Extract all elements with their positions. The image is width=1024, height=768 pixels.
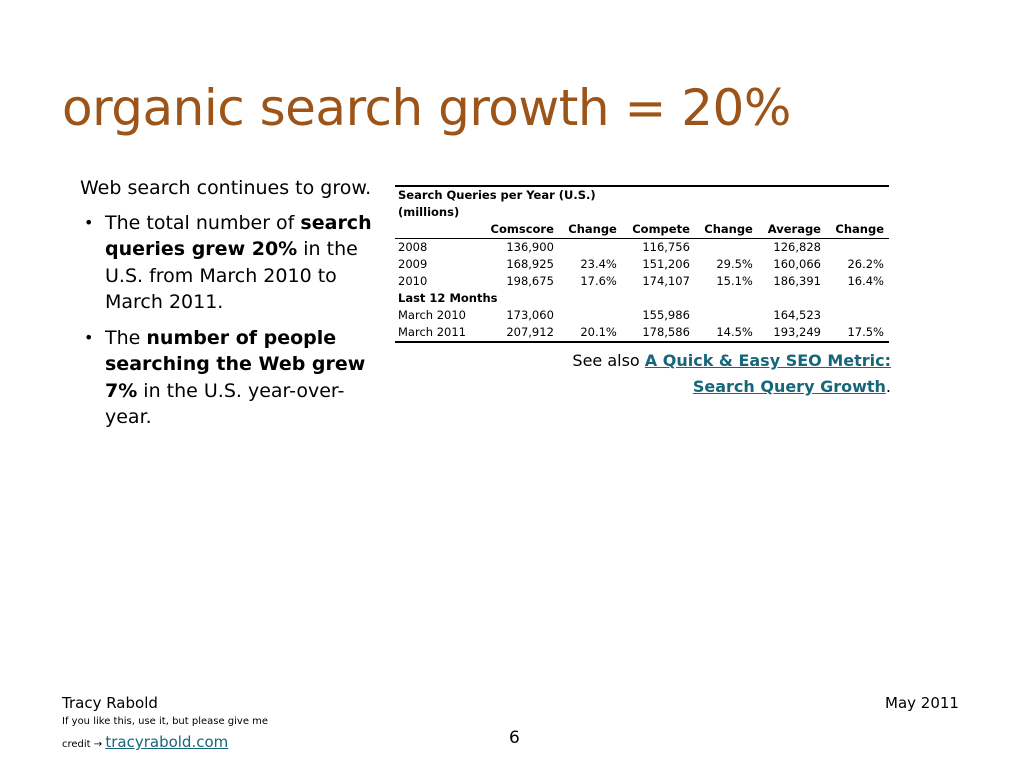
bullet-item (80, 325, 380, 431)
bullet-item (80, 210, 380, 316)
table-row (395, 324, 889, 342)
bullet-text-pre: The total number of (105, 211, 301, 234)
table-title-row (395, 186, 889, 204)
table-cell: 16.4% (847, 274, 884, 288)
footer-credit (62, 694, 268, 755)
table-cell (559, 239, 622, 257)
table-cell: 29.5% (716, 257, 753, 271)
table-cell: 207,912 (506, 325, 554, 339)
page-number: 6 (509, 728, 520, 748)
table-cell: 26.2% (847, 257, 884, 271)
table-cell: 14.5% (716, 325, 753, 339)
table-cell: 2008 (398, 240, 428, 254)
slide-title: organic search growth = 20% (62, 79, 791, 137)
body-text (80, 175, 380, 440)
table-cell: 136,900 (506, 240, 554, 254)
table-row (395, 273, 889, 290)
bullet-text-pre: The (105, 326, 147, 349)
seo-metric-link[interactable]: A Quick & Easy SEO Metric: Search Query Growth (644, 351, 891, 396)
table-cell: 17.5% (847, 325, 884, 339)
table-cell (695, 307, 758, 324)
table-cell: 198,675 (506, 274, 554, 288)
table-cell: 2009 (398, 257, 428, 271)
search-queries-table (395, 185, 889, 343)
see-also-suffix: . (885, 377, 891, 396)
bullet-icon: • (84, 327, 94, 347)
table-row (395, 239, 889, 257)
table-cell: 193,249 (773, 325, 821, 339)
table-cell: 174,107 (642, 274, 690, 288)
table-section-row (395, 290, 889, 307)
table-cell: 17.6% (580, 274, 617, 288)
credit-note-line2 (62, 732, 268, 755)
table-cell: 178,586 (642, 325, 690, 339)
table-cell: March 2011 (398, 325, 466, 339)
column-header: Change (695, 221, 758, 239)
table-title: Search Queries per Year (U.S.) (398, 188, 596, 202)
table-cell (826, 307, 889, 324)
bullet-text-bold: search queries grew 20% (105, 211, 372, 260)
column-header: Compete (622, 221, 695, 239)
table-cell: 160,066 (773, 257, 821, 271)
column-header: Average (758, 221, 826, 239)
table-cell: 23.4% (580, 257, 617, 271)
see-also-note (561, 348, 891, 400)
table-cell (559, 307, 622, 324)
bullet-text-post: in the U.S. from March 2010 to March 2011. (105, 238, 358, 313)
bullet-list (80, 210, 380, 431)
column-header: Change (559, 221, 622, 239)
table-cell: 164,523 (773, 308, 821, 322)
table-cell: 126,828 (773, 240, 821, 254)
credit-note-text: credit → (62, 739, 103, 750)
author-name: Tracy Rabold (62, 694, 158, 712)
slide-date: May 2011 (885, 694, 959, 712)
column-header: Change (826, 221, 889, 239)
table-cell: 116,756 (642, 240, 690, 254)
intro-text: Web search continues to grow. (80, 177, 372, 199)
table-subtitle: (millions) (398, 205, 460, 219)
bullet-text-bold: number of people searching the Web grew 7% (105, 326, 366, 402)
table-subtitle-row (395, 204, 889, 221)
tracyrabold-link[interactable]: tracyrabold.com (105, 733, 229, 751)
table-row (395, 307, 889, 324)
table-cell: March 2010 (398, 308, 466, 322)
table-cell: 20.1% (580, 325, 617, 339)
column-header (395, 221, 480, 239)
table-cell (695, 239, 758, 257)
table-header-row (395, 221, 889, 239)
bullet-text-post: in the U.S. year-over-year. (105, 379, 345, 428)
bullet-icon: • (84, 212, 94, 232)
column-header: Comscore (480, 221, 559, 239)
table-cell: 186,391 (773, 274, 821, 288)
table-cell: 151,206 (642, 257, 690, 271)
table-cell: 173,060 (506, 308, 554, 322)
table-cell: 168,925 (506, 257, 554, 271)
table-cell: 15.1% (716, 274, 753, 288)
credit-note-line1: If you like this, use it, but please give me (62, 716, 269, 727)
table-cell: 2010 (398, 274, 428, 288)
see-also-prefix: See also (572, 351, 645, 370)
table-row (395, 256, 889, 273)
table-section-label: Last 12 Months (398, 291, 498, 305)
table-cell (826, 239, 889, 257)
table-cell: 155,986 (642, 308, 690, 322)
